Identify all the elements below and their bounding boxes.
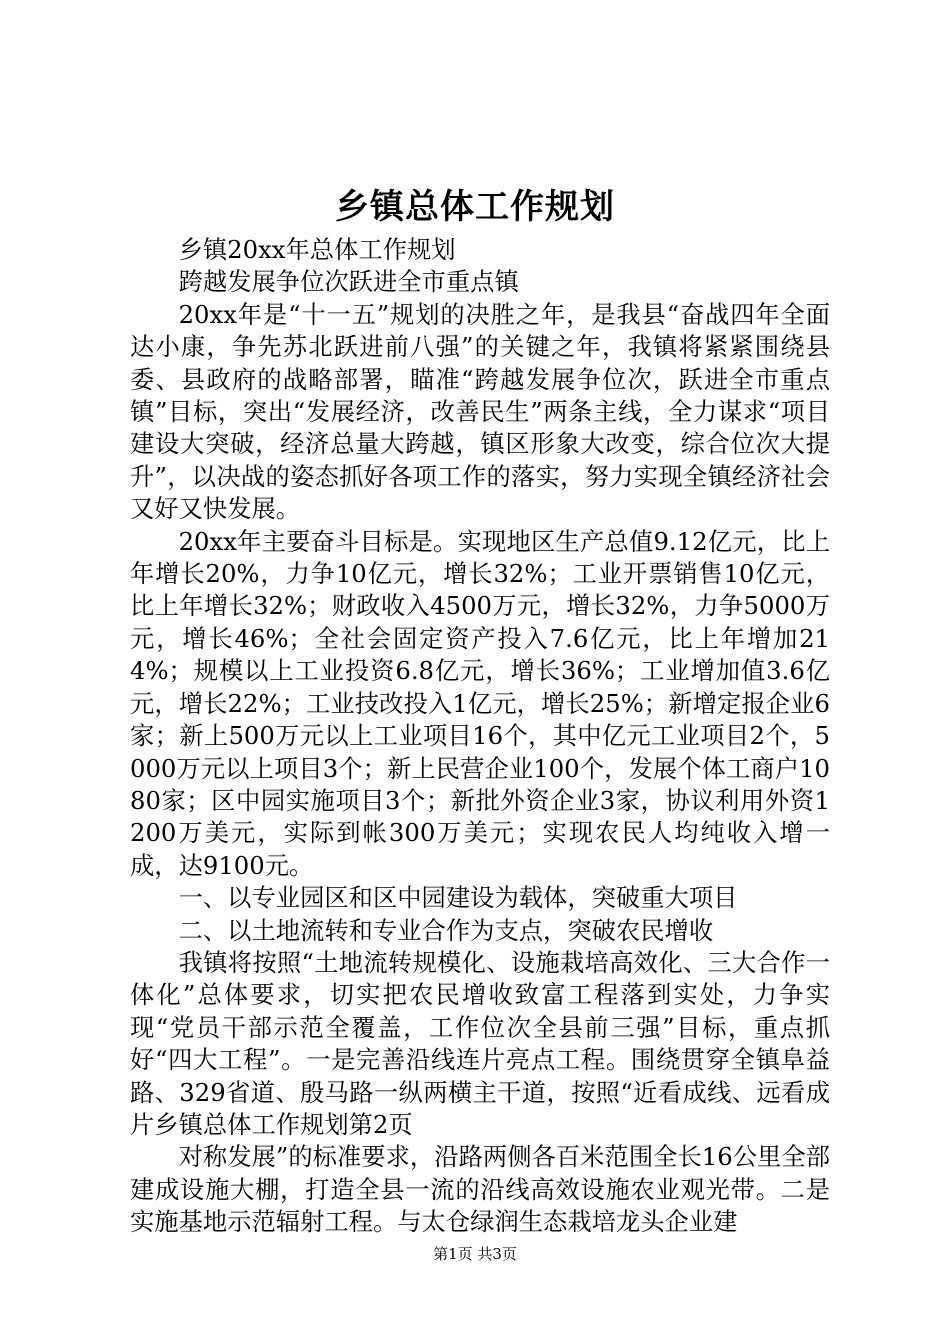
page-footer: 第1页 共3页 bbox=[433, 1245, 517, 1263]
body-paragraph: 我镇将按照“土地流转规模化、设施栽培高效化、三大合作一体化”总体要求，切实把农民增收致富工程落到实处，力争实现“党员干部示范全覆盖，工作位次全县前三强”目标，重点抓好“四大工程”。一是完善沿线连片亮点工程。围绕贯穿全镇阜益路、329省道、殷马路一纵两横主干道，按照“近看成线、远看成片乡镇总体工作规划第2页 bbox=[130, 947, 830, 1139]
document-body bbox=[130, 234, 830, 1239]
goals-paragraph: 20xx年主要奋斗目标是。实现地区生产总值9.12亿元，比上年增长20%，力争10亿元，增长32%；工业开票销售10亿元，比上年增长32%；财政收入4500万元，增长32%，力争5000万元，增长46%；全社会固定资产投入7.6亿元，比上年增加214%；规模以上工业投资6.8亿元，增长36%；工业增加值3.6亿元，增长22%；工业技改投入1亿元，增长25%；新增定报企业6家；新上500万元以上工业项目16个，其中亿元工业项目2个，5000万元以上项目3个；新上民营企业100个，发展个体工商户1080家；区中园实施项目3个；新批外资企业3家，协议利用外资1200万美元，实际到帐300万美元；实现农民人均纯收入增一成，达9100元。 bbox=[130, 526, 830, 880]
subtitle-line: 乡镇20xx年总体工作规划 bbox=[178, 235, 456, 264]
document-title: 乡镇总体工作规划 bbox=[335, 187, 615, 227]
intro-paragraph: 20xx年是“十一五”规划的决胜之年，是我县“奋战四年全面达小康，争先苏北跃进前八强”的关键之年，我镇将紧紧围绕县委、县政府的战略部署，瞄准“跨越发展争位次，跃进全市重点镇”目标，突出“发展经济，改善民生”两条主线，全力谋求“项目建设大突破，经济总量大跨越，镇区形象大改变，综合位次大提升”，以决战的姿态抓好各项工作的落实，努力实现全镇经济社会又好又快发展。 bbox=[130, 299, 830, 524]
body-paragraph: 对称发展”的标准要求，沿路两侧各百米范围全长16公里全部建成设施大棚，打造全县一流的沿线高效设施农业观光带。二是实施基地示范辐射工程。与太仓绿润生态栽培龙头企业建 bbox=[130, 1142, 830, 1237]
section-heading-2: 二、以土地流转和专业合作为支点，突破农民增收 bbox=[178, 915, 714, 945]
section-heading-1: 一、以专业园区和区中园建设为载体，突破重大项目 bbox=[178, 883, 738, 913]
slogan-line: 跨越发展争位次跃进全市重点镇 bbox=[178, 267, 519, 297]
